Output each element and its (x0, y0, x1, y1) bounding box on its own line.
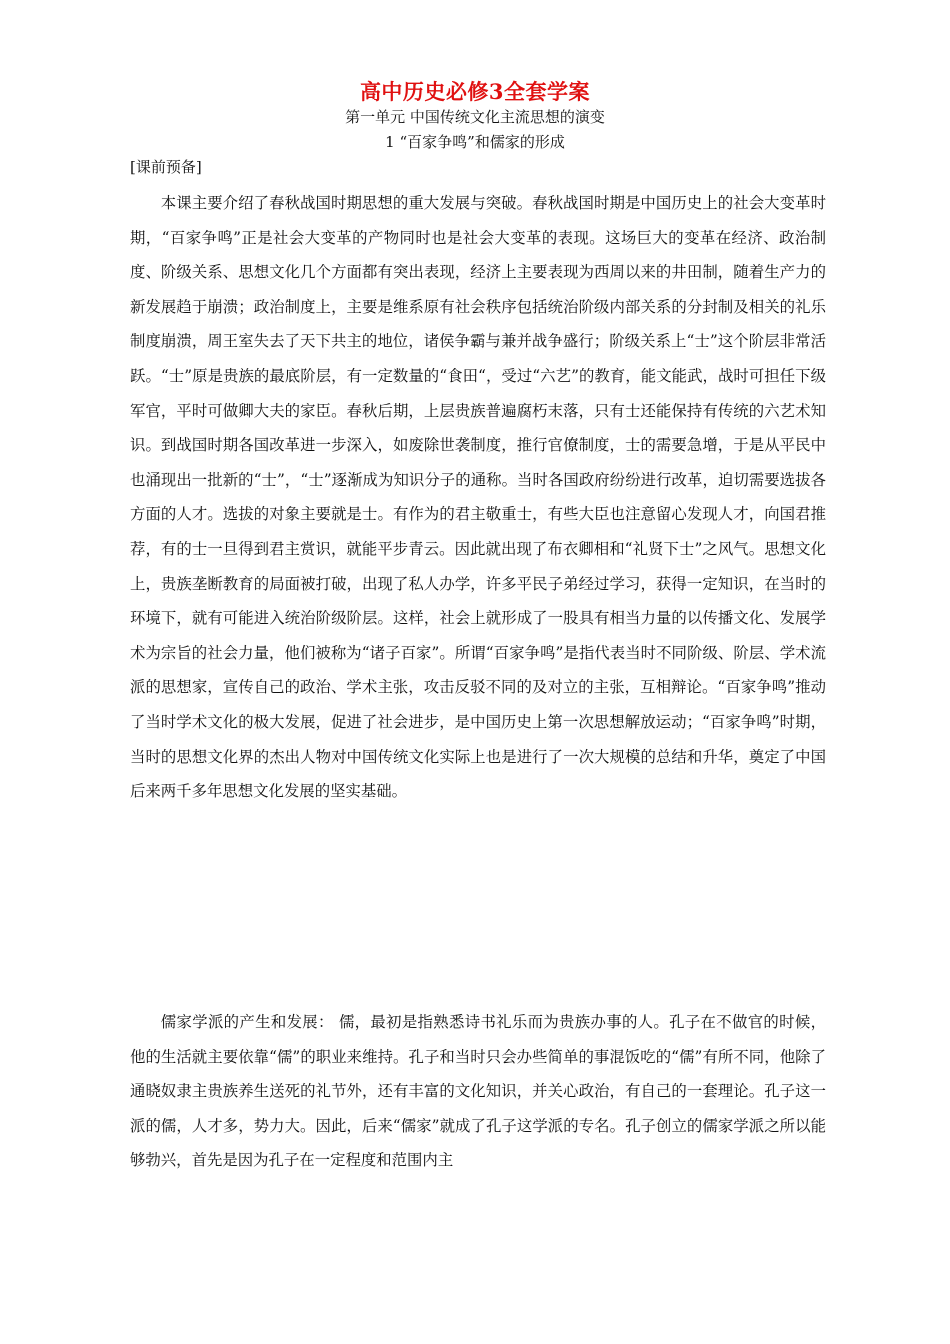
lesson-title: 1 “百家争鸣”和儒家的形成 (385, 133, 565, 151)
body-paragraph-confucian: 儒家学派的产生和发展： 儒，最初是指熟悉诗书礼乐而为贵族办事的人。孔子在不做官的时候，他的生活就主要依靠“儒”的职业来维持。孔子和当时只会办些简单的事混饭吃的“儒”有所不同，他除了通晓奴隶主贵族养生送死的礼节外，还有丰富的文化知识，并关心政治，有自己的一套理论。孔子这一派的儒，人才多，势力大。因此，后来“儒家”就成了孔子这学派的专名。孔子创立的儒家学派之所以能够勃兴，首先是因为孔子在一定程度和范围内主 (130, 1013, 826, 1170)
body-paragraph-intro: 本课主要介绍了春秋战国时期思想的重大发展与突破。春秋战国时期是中国历史上的社会大变革时期，“百家争鸣”正是社会大变革的产物同时也是社会大变革的表现。这场巨大的变革在经济、政治制度、阶级关系、思想文化几个方面都有突出表现，经济上主要表现为西周以来的井田制，随着生产力的新发展趋于崩溃；政治制度上，主要是维系原有社会秩序包括统治阶级内部关系的分封制及相关的礼乐制度崩溃，周王室失去了天下共主的地位，诸侯争霸与兼并战争盛行；阶级关系上“士”这个阶层非常活跃。“士”原是贵族的最底阶层，有一定数量的“食田“，受过“六艺”的教育，能文能武，战时可担任下级军官，平时可做卿大夫的家臣。春秋后期，上层贵族普遍腐朽末落，只有士还能保持有传统的六艺术知识。到战国时期各国改革进一步深入，如废除世袭制度，推行官僚制度，士的需要急增，于是从平民中也涌现出一批新的“士”，“士”逐渐成为知识分子的通称。当时各国政府纷纷进行改革，迫切需要选拔各方面的人才。选拔的对象主要就是士。有作为的君主敬重士，有些大臣也注意留心发现人才，向国君推荐，有的士一旦得到君主赏识，就能平步青云。因此就出现了布衣卿相和“礼贤下士”之风气。思想文化上，贵族垄断教育的局面被打破，出现了私人办学，许多平民子弟经过学习，获得一定知识，在当时的环境下，就有可能进入统治阶级阶层。这样，社会上就形成了一股具有相当力量的以传播文化、发展学术为宗旨的社会力量，他们被称为“诸子百家”。所谓“百家争鸣”是指代表当时不同阶级、阶层、学术流派的思想家，宣传自己的政治、学术主张，攻击反驳不同的及对立的主张，互相辩论。“百家争鸣”推动了当时学术文化的极大发展，促进了社会进步，是中国历史上第一次思想解放运动；“百家争鸣”时期，当时的思想文化界的杰出人物对中国传统文化实际上也是进行了一次大规模的总结和升华，奠定了中国后来两千多年思想文化发展的坚实基础。 (130, 194, 826, 801)
section-label: [课前预备] (130, 158, 202, 176)
unit-title: 第一单元 中国传统文化主流思想的演变 (345, 108, 605, 126)
document-title: 高中历史必修3全套学案 (359, 79, 591, 104)
